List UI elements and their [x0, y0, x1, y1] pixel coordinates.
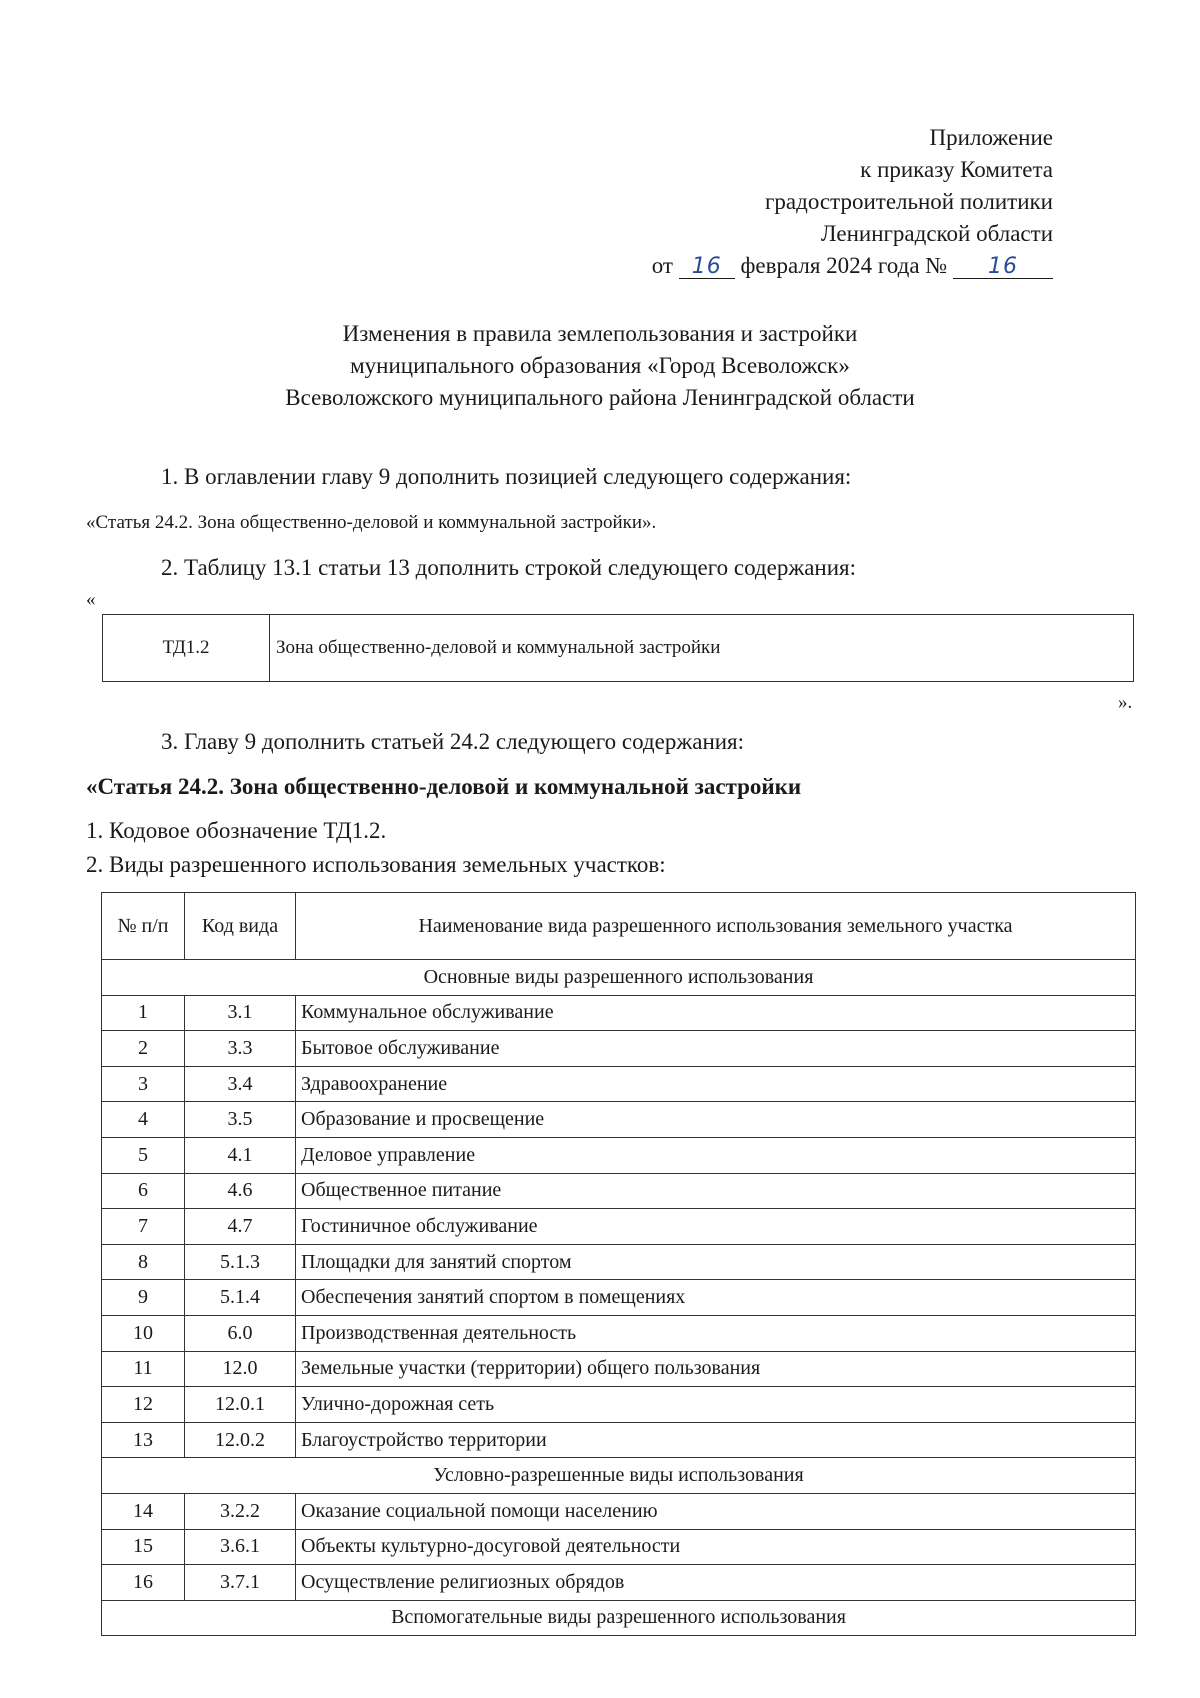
appendix-line-4: Ленинградской области [820, 221, 1053, 246]
header-name: Наименование вида разрешенного использования земельного участка [296, 893, 1136, 960]
table-row [102, 1493, 1136, 1529]
header-code: Код вида [185, 893, 296, 960]
row-name: Бытовое обслуживание [296, 1031, 1136, 1067]
table-row [102, 1102, 1136, 1138]
point-1: 1. Кодовое обозначение ТД1.2. [86, 818, 387, 843]
table-section-row [102, 960, 1136, 996]
row-code: 3.6.1 [185, 1529, 296, 1565]
close-quote: ». [1118, 692, 1133, 713]
row-code: 5.1.3 [185, 1244, 296, 1280]
row-code: 12.0 [185, 1351, 296, 1387]
item-3-text: 3. Главу 9 дополнить статьей 24.2 следующего содержания: [161, 729, 745, 754]
number-sign: № [925, 253, 948, 278]
title-line-2: муниципального образования «Город Всеволожск» [350, 353, 850, 378]
row-code: 3.1 [185, 995, 296, 1031]
zone-code: ТД1.2 [103, 615, 270, 682]
row-number: 12 [102, 1387, 185, 1423]
row-number: 15 [102, 1529, 185, 1565]
title-line-1: Изменения в правила землепользования и застройки [342, 321, 858, 346]
row-name: Площадки для занятий спортом [296, 1244, 1136, 1280]
table-row [102, 1137, 1136, 1173]
zone-name: Зона общественно-деловой и коммунальной застройки [270, 615, 1134, 682]
section-main: Основные виды разрешенного использования [102, 960, 1136, 996]
row-number: 7 [102, 1209, 185, 1245]
item-1-text: 1. В оглавлении главу 9 дополнить позицией следующего содержания: [161, 464, 852, 489]
table-row [102, 1173, 1136, 1209]
row-name: Обеспечения занятий спортом в помещениях [296, 1280, 1136, 1316]
item-2-text: 2. Таблицу 13.1 статьи 13 дополнить строкой следующего содержания: [161, 555, 857, 580]
table-row [102, 1066, 1136, 1102]
handwritten-number: 16 [988, 254, 1018, 279]
table-body [102, 960, 1136, 1636]
row-code: 4.7 [185, 1209, 296, 1245]
row-code: 3.5 [185, 1102, 296, 1138]
table-row [102, 1244, 1136, 1280]
item-1-quote: «Статья 24.2. Зона общественно-деловой и коммунальной застройки». [86, 512, 657, 533]
row-code: 3.3 [185, 1031, 296, 1067]
row-name: Производственная деятельность [296, 1315, 1136, 1351]
number-blank [953, 255, 1053, 279]
row-name: Осуществление религиозных обрядов [296, 1565, 1136, 1601]
row-code: 5.1.4 [185, 1280, 296, 1316]
row-name: Гостиничное обслуживание [296, 1209, 1136, 1245]
row-name: Улично-дорожная сеть [296, 1387, 1136, 1423]
table-row [102, 995, 1136, 1031]
table-section-row [102, 1600, 1136, 1636]
table-row [102, 1387, 1136, 1423]
day-blank [679, 255, 735, 279]
table-row [102, 1315, 1136, 1351]
row-code: 4.1 [185, 1137, 296, 1173]
row-name: Здравоохранение [296, 1066, 1136, 1102]
handwritten-day: 16 [691, 254, 722, 279]
table-row [102, 1280, 1136, 1316]
row-name: Благоустройство территории [296, 1422, 1136, 1458]
table-section-row [102, 1458, 1136, 1494]
table-row [102, 1565, 1136, 1601]
permitted-use-table [101, 892, 1136, 1636]
row-code: 4.6 [185, 1173, 296, 1209]
row-number: 5 [102, 1137, 185, 1173]
table-row [102, 1209, 1136, 1245]
row-code: 3.4 [185, 1066, 296, 1102]
month-year: февраля 2024 года [740, 253, 920, 278]
row-name: Деловое управление [296, 1137, 1136, 1173]
row-code: 6.0 [185, 1315, 296, 1351]
article-title: «Статья 24.2. Зона общественно-деловой и коммунальной застройки [86, 774, 802, 799]
row-number: 9 [102, 1280, 185, 1316]
table-header-row [102, 893, 1136, 960]
row-name: Образование и просвещение [296, 1102, 1136, 1138]
row-number: 4 [102, 1102, 185, 1138]
open-quote: « [86, 589, 96, 610]
point-2: 2. Виды разрешенного использования земельных участков: [86, 852, 666, 877]
row-number: 6 [102, 1173, 185, 1209]
appendix-line-1: Приложение [929, 125, 1053, 150]
row-number: 3 [102, 1066, 185, 1102]
row-name: Общественное питание [296, 1173, 1136, 1209]
row-number: 13 [102, 1422, 185, 1458]
row-name: Коммунальное обслуживание [296, 995, 1136, 1031]
row-number: 1 [102, 995, 185, 1031]
table-row [103, 615, 1134, 682]
title-line-3: Всеволожского муниципального района Ленинградской области [285, 385, 915, 410]
row-number: 10 [102, 1315, 185, 1351]
table-row [102, 1351, 1136, 1387]
row-number: 2 [102, 1031, 185, 1067]
appendix-date-line [493, 250, 1053, 282]
table-row [102, 1422, 1136, 1458]
row-number: 14 [102, 1493, 185, 1529]
section-auxiliary: Вспомогательные виды разрешенного использования [102, 1600, 1136, 1636]
appendix-line-3: градостроительной политики [765, 189, 1053, 214]
row-name: Оказание социальной помощи населению [296, 1493, 1136, 1529]
row-code: 12.0.2 [185, 1422, 296, 1458]
row-number: 8 [102, 1244, 185, 1280]
row-code: 3.7.1 [185, 1565, 296, 1601]
row-name: Земельные участки (территории) общего пользования [296, 1351, 1136, 1387]
table-row [102, 1529, 1136, 1565]
from-label: от [651, 253, 673, 278]
row-code: 3.2.2 [185, 1493, 296, 1529]
document-title [100, 318, 1100, 414]
row-number: 16 [102, 1565, 185, 1601]
row-number: 11 [102, 1351, 185, 1387]
appendix-line-2: к приказу Комитета [860, 157, 1053, 182]
table-row [102, 1031, 1136, 1067]
row-code: 12.0.1 [185, 1387, 296, 1423]
section-conditional: Условно-разрешенные виды использования [102, 1458, 1136, 1494]
appendix-header [493, 122, 1053, 282]
header-num: № п/п [102, 893, 185, 960]
zone-row-table [102, 614, 1134, 682]
row-name: Объекты культурно-досуговой деятельности [296, 1529, 1136, 1565]
